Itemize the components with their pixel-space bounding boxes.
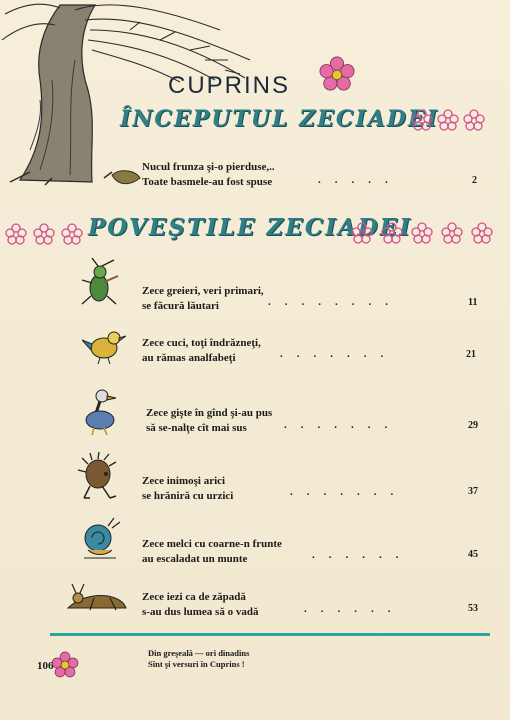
page-number: 106 xyxy=(37,660,54,672)
entry-line: se hrăniră cu urzici xyxy=(142,490,234,502)
leader-dots: ....... xyxy=(280,348,398,360)
goose-illustration xyxy=(80,388,122,436)
page-ref: 29 xyxy=(468,420,478,431)
entry-line: Zece iezi ca de zăpadă xyxy=(142,591,246,603)
toc-entry xyxy=(146,406,272,436)
note-line: Din greşeală — ori dinadins xyxy=(148,648,250,658)
page-ref: 11 xyxy=(468,297,478,308)
flower-icon xyxy=(318,55,356,93)
page-ref: 21 xyxy=(466,349,476,360)
page-ref: 37 xyxy=(468,486,478,497)
entry-line: Zece gişte în gînd şi-au pus xyxy=(146,407,273,419)
entry-line: Zece greieri, veri primari, xyxy=(142,285,264,297)
leader-dots: ........ xyxy=(268,296,402,308)
entry-line: au rămas analfabeţi xyxy=(142,352,236,364)
page-ref: 45 xyxy=(468,549,478,560)
entry-line: s-au dus lumea să o vadă xyxy=(142,606,259,618)
note-line: Sînt şi versuri în Cuprins ! xyxy=(148,659,245,669)
toc-entry xyxy=(142,590,258,620)
leader-dots: ..... xyxy=(318,174,402,186)
entry-line: Toate basmele-au fost spuse xyxy=(142,176,273,188)
entry-line: Zece cuci, toţi îndrăzneţi, xyxy=(142,337,261,349)
page-title: CUPRINS xyxy=(168,72,291,99)
flower-row-icon xyxy=(350,220,495,246)
entry-line: să se-nalţe cît mai sus xyxy=(146,422,247,434)
section-heading-povestile: POVEŞTILE ZECIADEI xyxy=(88,214,412,241)
leader-dots: ...... xyxy=(312,549,413,561)
entry-line: Nucul frunza şi-o pierduse,.. xyxy=(142,161,275,173)
entry-line: se făcură lăutari xyxy=(142,300,219,312)
toc-entry xyxy=(142,537,282,567)
section-heading-inceputul: ÎNCEPUTUL ZECIADEI xyxy=(120,106,439,132)
entry-line: au escaladat un munte xyxy=(142,553,248,565)
entry-line: Zece melci cu coarne-n frunte xyxy=(142,538,282,550)
footer-rule xyxy=(50,633,490,636)
footer-note xyxy=(148,648,249,670)
cricket-illustration xyxy=(74,258,124,308)
entry-line: Zece inimoşi arici xyxy=(142,475,226,487)
flower-row-icon xyxy=(410,108,490,132)
toc-entry xyxy=(142,336,261,366)
leader-dots: ....... xyxy=(290,486,408,498)
page-ref: 2 xyxy=(472,175,477,186)
page-ref: 53 xyxy=(468,603,478,614)
goat-illustration xyxy=(64,580,130,616)
flower-row-icon xyxy=(4,222,86,246)
hedgehog-illustration xyxy=(76,452,122,500)
snail-illustration xyxy=(74,516,124,566)
leader-dots: ....... xyxy=(284,419,402,431)
leader-dots: ...... xyxy=(304,603,405,615)
cuckoo-illustration xyxy=(82,322,126,366)
toc-entry xyxy=(142,284,264,314)
flower-icon xyxy=(50,650,80,680)
toc-entry xyxy=(142,474,233,504)
toc-entry-intro xyxy=(142,160,275,190)
